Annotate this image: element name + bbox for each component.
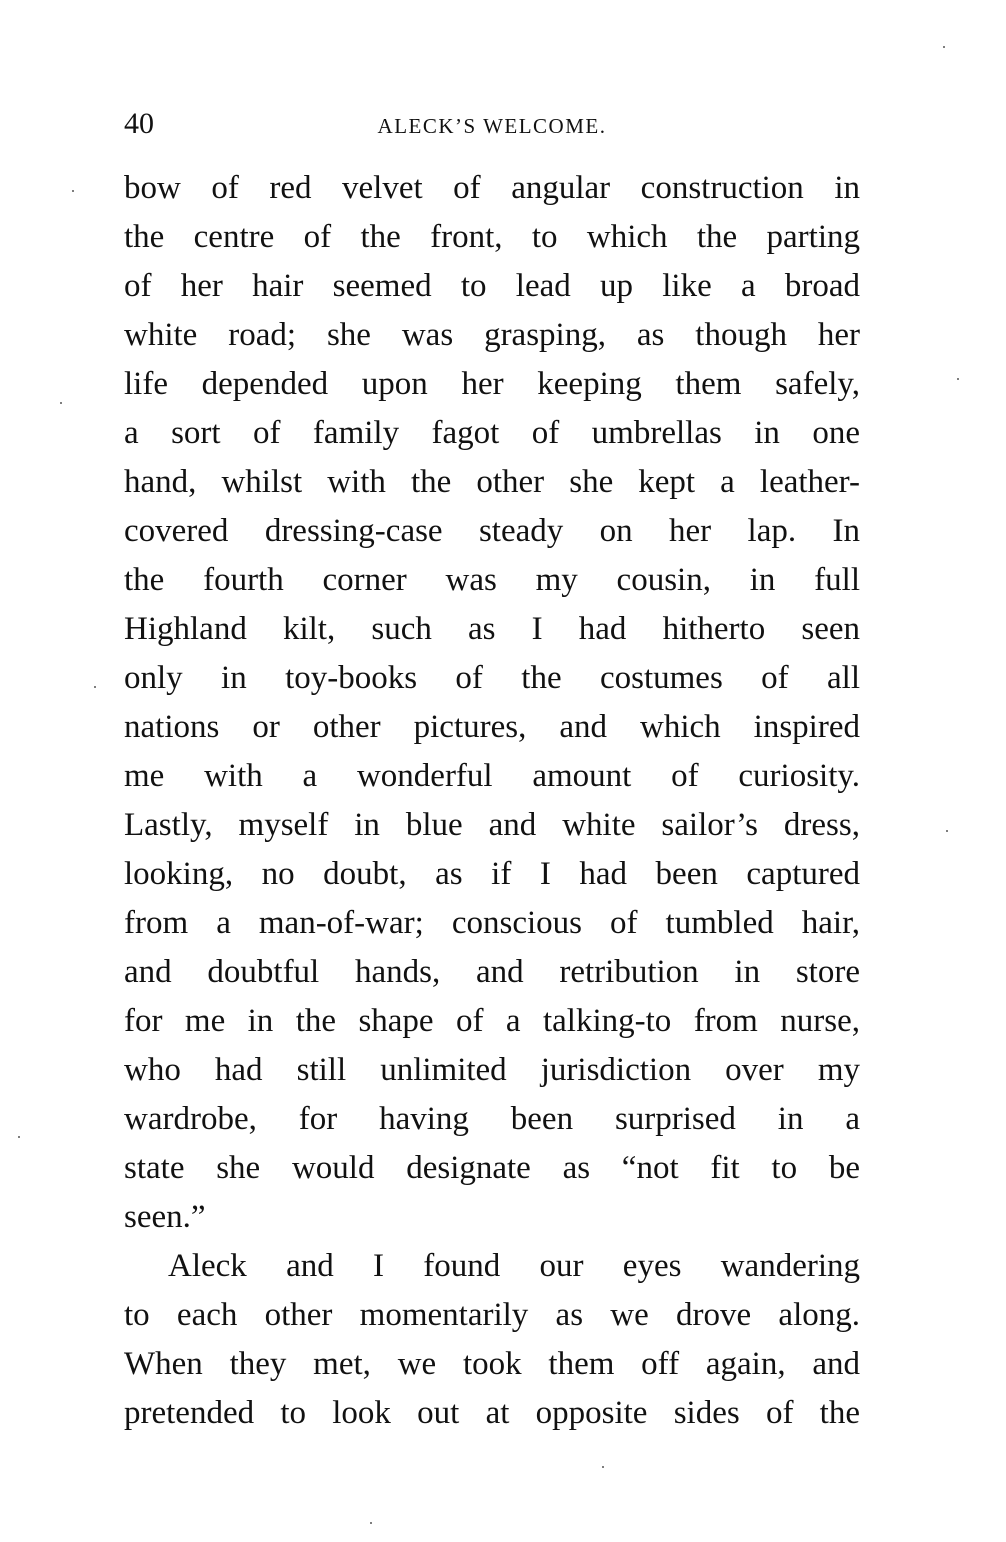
text-line: from a man-of-war; conscious of tumbled hair, xyxy=(124,905,860,941)
text-line: nations or other pictures, and which inspired xyxy=(124,709,860,745)
text-line: covered dressing-case steady on her lap. In xyxy=(124,513,860,549)
scan-speck xyxy=(943,46,945,48)
paragraph-2 xyxy=(124,1242,860,1438)
text-line: only in toy-books of the costumes of all xyxy=(124,660,860,696)
text-line: life depended upon her keeping them safely, xyxy=(124,366,860,402)
scan-speck xyxy=(72,190,74,192)
page-number: 40 xyxy=(124,107,154,140)
paragraph-1 xyxy=(124,164,860,1242)
text-line: hand, whilst with the other she kept a leather- xyxy=(124,464,860,500)
text-line: the centre of the front, to which the parting xyxy=(124,219,860,255)
text-line: who had still unlimited jurisdiction over my xyxy=(124,1052,860,1088)
text-line: a sort of family fagot of umbrellas in one xyxy=(124,415,860,451)
text-line: Aleck and I found our eyes wandering xyxy=(168,1248,860,1284)
page-header xyxy=(124,104,860,144)
text-line: When they met, we took them off again, and xyxy=(124,1346,860,1382)
text-line: of her hair seemed to lead up like a broad xyxy=(124,268,860,304)
text-line: the fourth corner was my cousin, in full xyxy=(124,562,860,598)
text-line: looking, no doubt, as if I had been captured xyxy=(124,856,860,892)
scan-speck xyxy=(60,402,62,404)
text-line: me with a wonderful amount of curiosity. xyxy=(124,758,860,794)
text-line: wardrobe, for having been surprised in a xyxy=(124,1101,860,1137)
scan-speck xyxy=(602,1466,604,1468)
text-line: bow of red velvet of angular construction in xyxy=(124,170,860,206)
text-line: pretended to look out at opposite sides of the xyxy=(124,1395,860,1431)
body-text xyxy=(124,164,860,1438)
text-line: Highland kilt, such as I had hitherto seen xyxy=(124,611,860,647)
running-title: ALECK’S WELCOME. xyxy=(377,114,607,138)
text-line: and doubtful hands, and retribution in store xyxy=(124,954,860,990)
scan-speck xyxy=(18,1136,20,1138)
text-line: seen.” xyxy=(124,1199,206,1235)
scan-speck xyxy=(957,378,959,380)
text-line: Lastly, myself in blue and white sailor’s dress, xyxy=(124,807,860,843)
text-line: for me in the shape of a talking-to from nurse, xyxy=(124,1003,860,1039)
scan-speck xyxy=(370,1522,372,1524)
text-line: state she would designate as “not fit to be xyxy=(124,1150,860,1186)
text-line: to each other momentarily as we drove along. xyxy=(124,1297,860,1333)
scan-speck xyxy=(946,830,948,832)
text-line: white road; she was grasping, as though her xyxy=(124,317,860,353)
scan-speck xyxy=(94,686,96,688)
